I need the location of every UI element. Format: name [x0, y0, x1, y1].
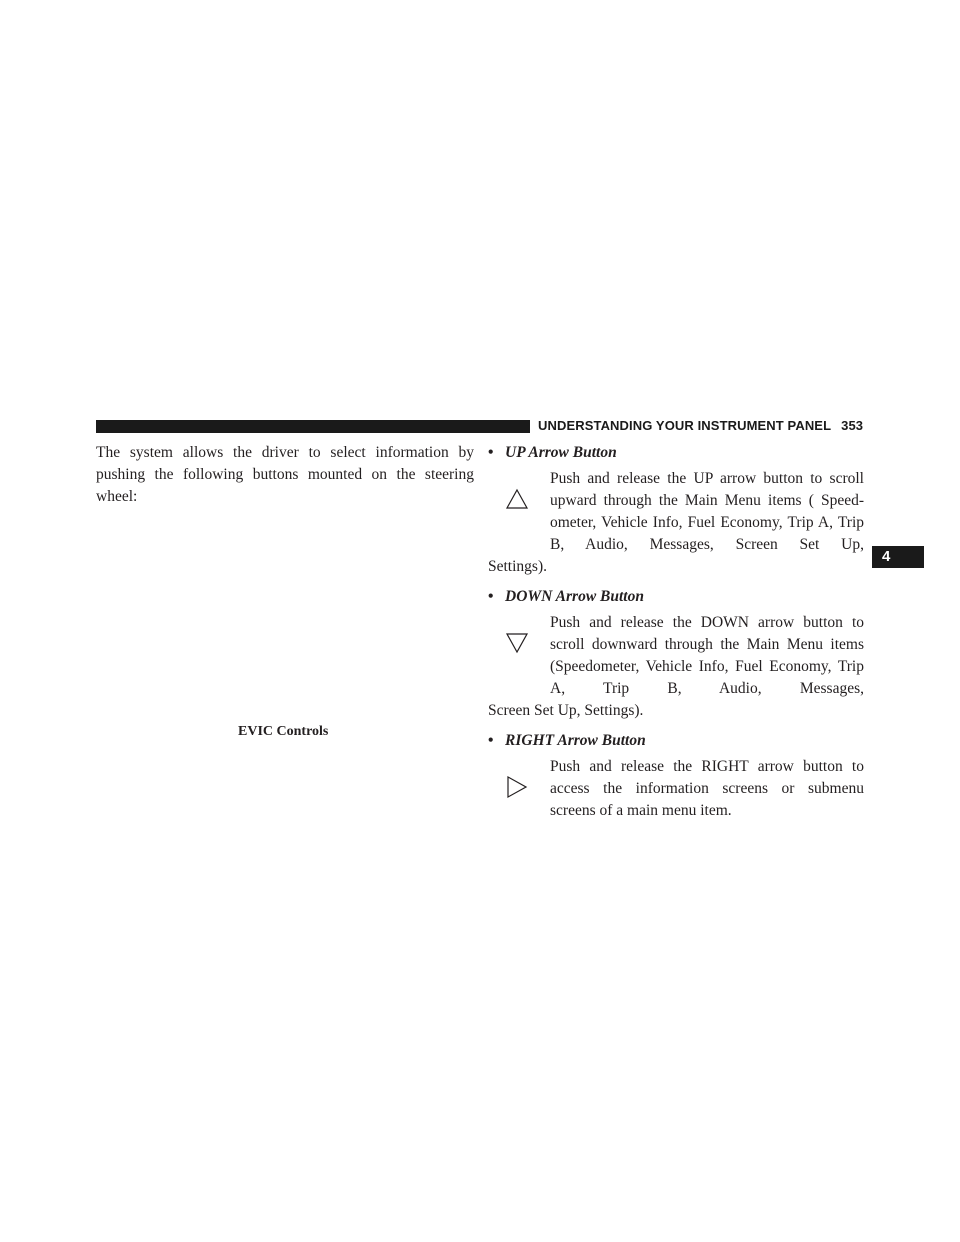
right-arrow-description: Push and release the RIGHT arrow button to access the information screens or submenu screens of a main menu item. [550, 758, 864, 819]
down-arrow-entry [488, 586, 864, 722]
right-arrow-heading [488, 730, 864, 752]
button-descriptions [488, 442, 864, 822]
page-number: 353 [841, 418, 864, 433]
intro-paragraph: The system allows the driver to select information by pushing the following buttons mounted on the steering wheel: [96, 444, 474, 505]
down-arrow-description: Push and release the DOWN arrow button to scroll downward through the Main Menu items (Speedometer, Vehicle Info, Fuel Economy, Trip A, Trip B, Audio, Messages, [550, 614, 864, 697]
down-arrow-title: DOWN Arrow Button [505, 588, 644, 605]
up-arrow-icon [504, 486, 530, 512]
up-arrow-heading [488, 442, 864, 464]
bullet: • [488, 588, 494, 605]
header-rule [96, 420, 530, 433]
down-arrow-icon [504, 630, 530, 656]
right-arrow-title: RIGHT Arrow Button [505, 732, 646, 749]
up-arrow-description-tail: Settings). [488, 558, 547, 575]
down-arrow-description-tail: Screen Set Up, Settings). [488, 702, 644, 719]
right-arrow-entry [488, 730, 864, 822]
up-arrow-entry [488, 442, 864, 578]
down-arrow-heading [488, 586, 864, 608]
right-arrow-icon [504, 774, 530, 800]
up-arrow-title: UP Arrow Button [505, 444, 617, 461]
up-arrow-description: Push and release the UP arrow button to scroll upward through the Main Menu items ( Speed- ometer, Vehicle Info, Fuel Economy, Trip A, Trip B, Audio, Messages, Screen Set Up, [550, 470, 864, 553]
figure-caption: EVIC Controls [238, 724, 329, 739]
section-title: UNDERSTANDING YOUR INSTRUMENT PANEL [538, 418, 832, 433]
bullet: • [488, 444, 494, 461]
chapter-tab: 4 [872, 546, 924, 568]
running-header [538, 418, 863, 433]
bullet: • [488, 732, 494, 749]
